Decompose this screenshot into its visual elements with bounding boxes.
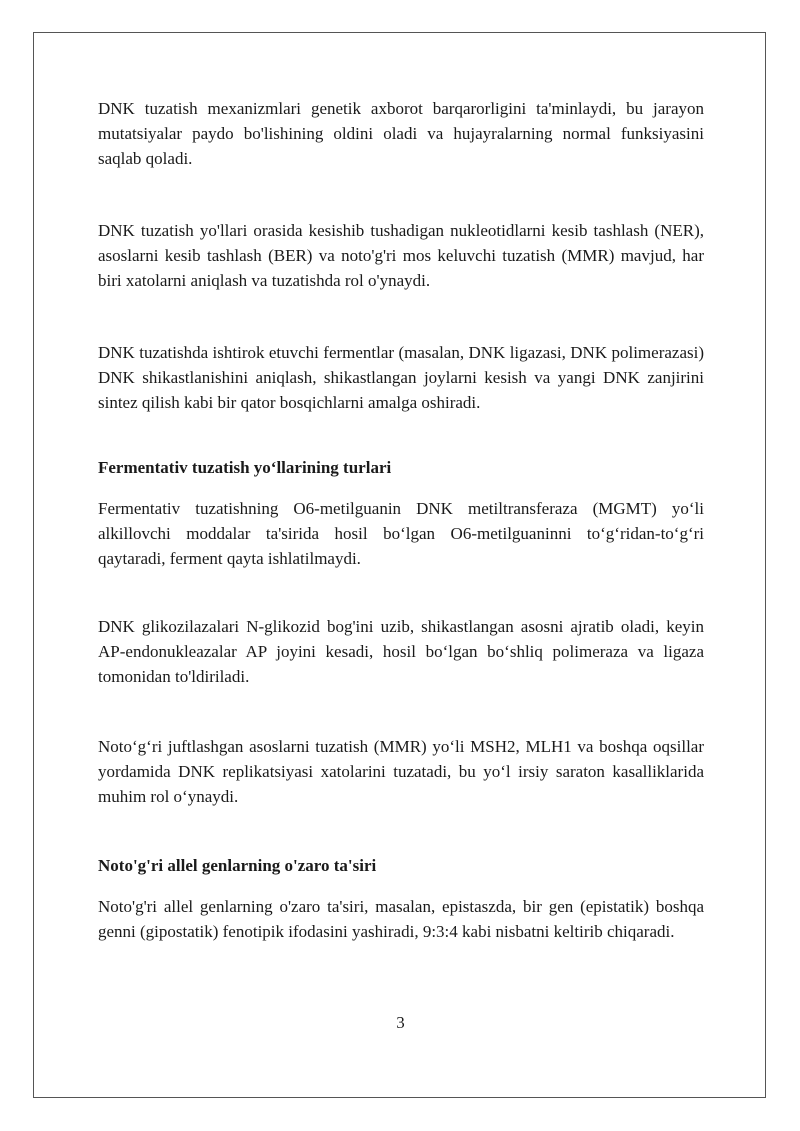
paragraph-repair-pathways: DNK tuzatish yo'llari orasida kesishib tushadigan nukleotidlarni kesib tashlash (NER), asoslarni kesib tashlash (BER) va noto'g'ri mos keluvchi tuzatish (MMR) mavjud, har biri xatolarni aniqlash va tuzatishda rol o'ynaydi. — [98, 221, 704, 290]
paragraph-mmr-pathway: Noto‘g‘ri juftlashgan asoslarni tuzatish (MMR) yo‘li MSH2, MLH1 va boshqa oqsillar yordamida DNK replikatsiyasi xatolarini tuzatadi, bu yo‘l irsiy saraton kasalliklarida muhim rol o‘ynaydi. — [98, 737, 704, 806]
paragraph-dna-repair-intro: DNK tuzatish mexanizmlari genetik axborot barqarorligini ta'minlaydi, bu jarayon mutatsiyalar paydo bo'lishining oldini oladi va hujayralarning normal funksiyasini saqlab qoladi. — [98, 99, 704, 168]
heading-nonallelic-gene-interaction: Noto'g'ri allel genlarning o'zaro ta'siri — [98, 856, 377, 875]
paragraph-epistasis: Noto'g'ri allel genlarning o'zaro ta'siri, masalan, epistaszda, bir gen (epistatik) boshqa genni (gipostatik) fenotipik ifodasini yashiradi, 9:3:4 kabi nisbatni keltirib chiqaradi. — [98, 897, 704, 941]
document-page — [33, 32, 766, 1098]
paragraph-mgmt-pathway: Fermentativ tuzatishning O6-metilguanin DNK metiltransferaza (MGMT) yo‘li alkillovchi moddalar ta'sirida hosil bo‘lgan O6-metilguaninni to‘g‘ridan-to‘g‘ri qaytaradi, ferment qayta ishlatilmaydi. — [98, 499, 704, 568]
page-number: 3 — [396, 1013, 405, 1032]
paragraph-repair-enzymes: DNK tuzatishda ishtirok etuvchi fermentlar (masalan, DNK ligazasi, DNK polimerazasi) DNK shikastlanishini aniqlash, shikastlangan joylarni kesish va yangi DNK zanjirini sintez qilish kabi bir qator bosqichlarni amalga oshiradi. — [98, 343, 704, 412]
page-content — [98, 96, 704, 944]
heading-enzymatic-repair-types: Fermentativ tuzatish yo‘llarining turlari — [98, 458, 392, 477]
paragraph-dna-glycosylases: DNK glikozilazalari N-glikozid bog'ini uzib, shikastlangan asosni ajratib oladi, keyin AP-endonukleazalar AP joyini kesadi, hosil bo‘lgan bo‘shliq polimeraza va ligaza tomonidan to'ldiriladi. — [98, 617, 704, 686]
